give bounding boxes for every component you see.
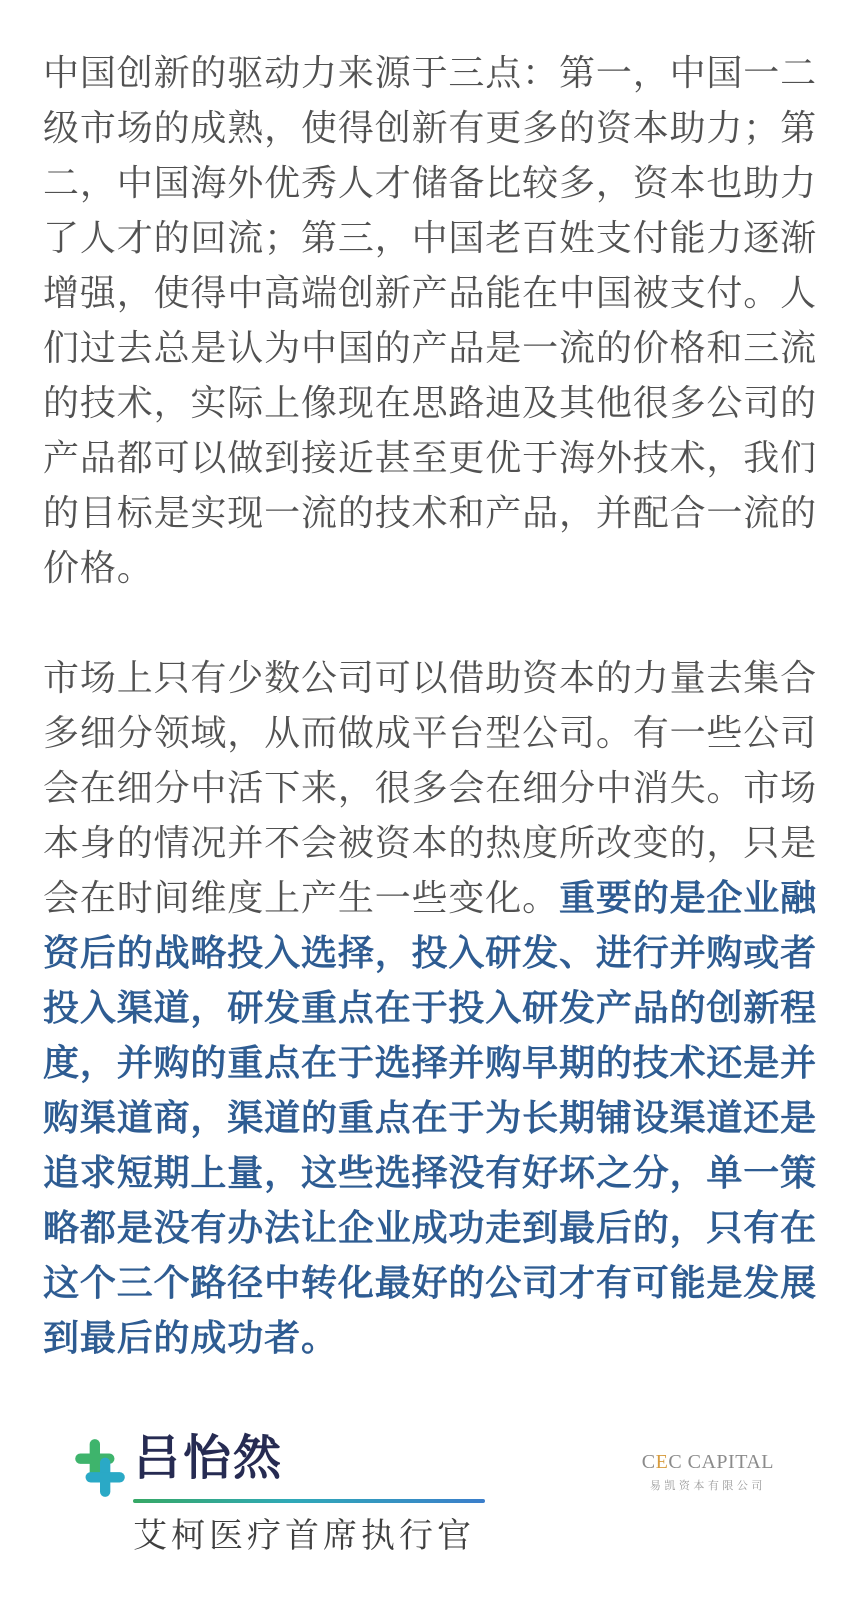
- paragraph-2-highlight-text: 重要的是企业融资后的战略投入选择，投入研发、进行并购或者投入渠道，研发重点在于投入研发产品的创新程度，并购的重点在于选择并购早期的技术还是并购渠道商，渠道的重点在于为长期铺设渠道还是追求短期上量，这些选择没有好坏之分，单一策略都是没有办法让企业成功走到最后的，只有在这个三个路径中转化最好的公司才有可能是发展到最后的成功者。: [43, 877, 817, 1358]
- company-logo-rest: C CAPITAL: [668, 1451, 774, 1473]
- company-logo-letter-e-gold: E: [655, 1451, 669, 1473]
- speaker-name: 吕怡然: [133, 1432, 284, 1485]
- speaker-block: [73, 1431, 485, 1556]
- paragraph-market-strategy: [43, 650, 817, 1365]
- medical-cross-icon: [73, 1437, 127, 1499]
- gradient-divider: [133, 1499, 485, 1503]
- company-logo-cn: 易凯资本有限公司: [649, 1480, 766, 1492]
- speaker-footer: [43, 1431, 817, 1556]
- paragraph-2-plain-text: 市场上只有少数公司可以借助资本的力量去集合多细分领域，从而做成平台型公司。有一些公司会在细分中活下来，很多会在细分中消失。市场本身的情况并不会被资本的热度所改变的，只是会在时间维度上产生一些变化。: [43, 657, 817, 918]
- speaker-name-block: [133, 1431, 485, 1556]
- company-logo: [642, 1451, 774, 1493]
- speaker-title: 艾柯医疗首席执行官: [133, 1517, 475, 1555]
- company-logo-letter-c1: C: [641, 1451, 656, 1473]
- company-logo-en: [642, 1451, 774, 1474]
- paragraph-innovation-drivers: 中国创新的驱动力来源于三点：第一，中国一二级市场的成熟，使得创新有更多的资本助力；第二，中国海外优秀人才储备比较多，资本也助力了人才的回流；第三，中国老百姓支付能力逐渐增强，使得中高端创新产品能在中国被支付。人们过去总是认为中国的产品是一流的价格和三流的技术，实际上像现在思路迪及其他很多公司的产品都可以做到接近甚至更优于海外技术，我们的目标是实现一流的技术和产品，并配合一流的价格。: [43, 52, 817, 588]
